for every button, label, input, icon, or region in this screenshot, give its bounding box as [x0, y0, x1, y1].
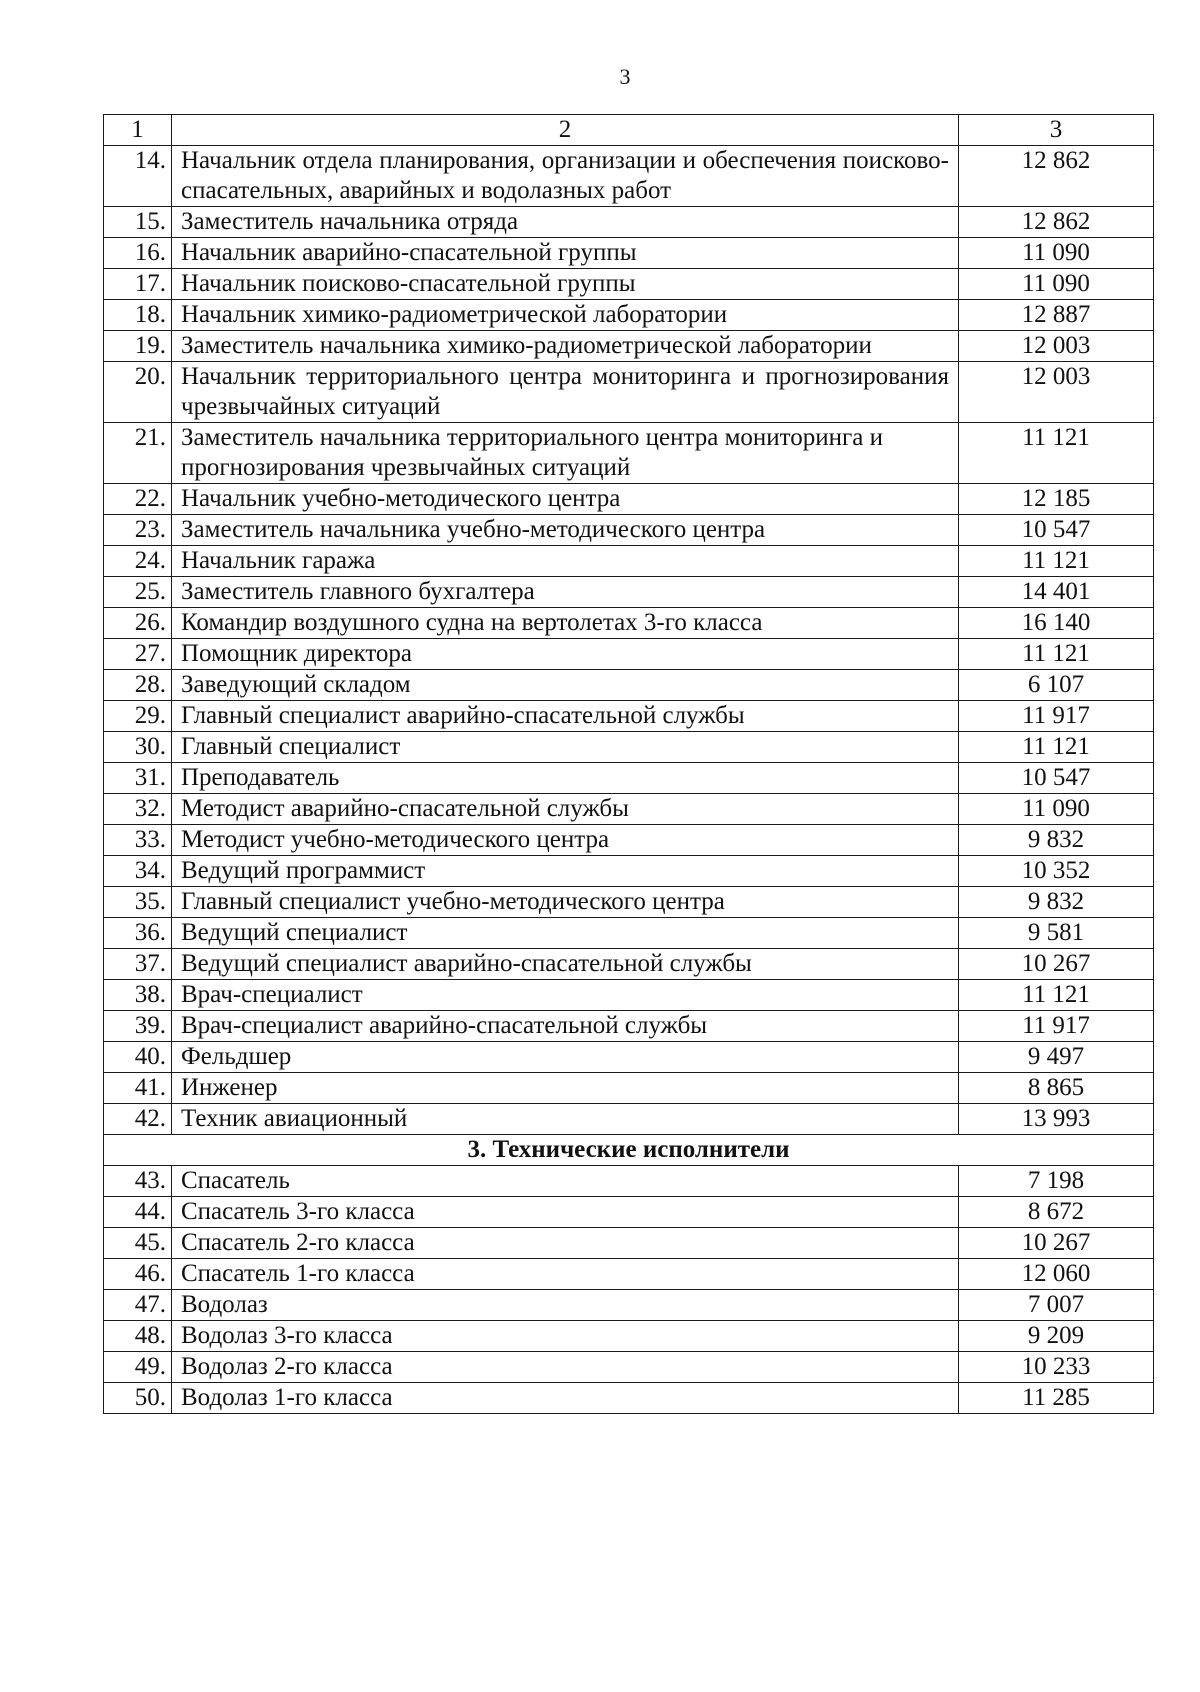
salary-value: 10 233	[959, 1352, 1154, 1383]
position-title: Начальник поисково-спасательной группы	[172, 269, 959, 300]
table-row	[104, 1042, 1154, 1073]
section-heading: 3. Технические исполнители	[104, 1135, 1154, 1166]
table-row	[104, 269, 1154, 300]
position-title: Водолаз	[172, 1290, 959, 1321]
position-title: Помощник директора	[172, 639, 959, 670]
table-body	[104, 115, 1154, 1414]
salary-table	[103, 114, 1154, 1414]
position-title: Начальник отдела планирования, организации и обеспечения поисково-спасательных, аварийных и водолазных работ	[172, 146, 959, 207]
row-number: 31.	[104, 763, 172, 794]
position-title: Начальник аварийно-спасательной группы	[172, 238, 959, 269]
row-number: 22.	[104, 484, 172, 515]
row-number: 38.	[104, 980, 172, 1011]
row-number: 24.	[104, 546, 172, 577]
row-number: 45.	[104, 1228, 172, 1259]
row-number: 17.	[104, 269, 172, 300]
salary-value: 11 121	[959, 546, 1154, 577]
position-title: Ведущий специалист аварийно-спасательной службы	[172, 949, 959, 980]
row-number: 39.	[104, 1011, 172, 1042]
table-row	[104, 362, 1154, 423]
salary-value: 7 198	[959, 1166, 1154, 1197]
table-row	[104, 207, 1154, 238]
position-title: Начальник территориального центра мониторинга и прогнозирования чрезвычайных ситуаций	[172, 362, 959, 423]
position-title: Главный специалист аварийно-спасательной службы	[172, 701, 959, 732]
row-number: 41.	[104, 1073, 172, 1104]
row-number: 26.	[104, 608, 172, 639]
table-row	[104, 300, 1154, 331]
row-number: 27.	[104, 639, 172, 670]
row-number: 14.	[104, 146, 172, 207]
salary-value: 12 003	[959, 362, 1154, 423]
position-title: Водолаз 2-го класса	[172, 1352, 959, 1383]
salary-value: 8 672	[959, 1197, 1154, 1228]
position-title: Начальник учебно-методического центра	[172, 484, 959, 515]
position-title: Заместитель главного бухгалтера	[172, 577, 959, 608]
position-title: Заместитель начальника отряда	[172, 207, 959, 238]
row-number: 23.	[104, 515, 172, 546]
salary-value: 8 865	[959, 1073, 1154, 1104]
position-title: Врач-специалист аварийно-спасательной службы	[172, 1011, 959, 1042]
salary-value: 11 917	[959, 1011, 1154, 1042]
row-number: 50.	[104, 1383, 172, 1414]
row-number: 15.	[104, 207, 172, 238]
table-row	[104, 608, 1154, 639]
header-cell-salary: 3	[959, 115, 1154, 146]
row-number: 18.	[104, 300, 172, 331]
salary-value: 9 209	[959, 1321, 1154, 1352]
position-title: Водолаз 1-го класса	[172, 1383, 959, 1414]
table-row	[104, 949, 1154, 980]
position-title: Командир воздушного судна на вертолетах 3-го класса	[172, 608, 959, 639]
row-number: 30.	[104, 732, 172, 763]
salary-value: 12 862	[959, 207, 1154, 238]
row-number: 36.	[104, 918, 172, 949]
table-row	[104, 980, 1154, 1011]
row-number: 29.	[104, 701, 172, 732]
row-number: 16.	[104, 238, 172, 269]
section-heading-row	[104, 1135, 1154, 1166]
row-number: 44.	[104, 1197, 172, 1228]
table-row	[104, 1321, 1154, 1352]
position-title: Начальник химико-радиометрической лаборатории	[172, 300, 959, 331]
salary-value: 11 121	[959, 639, 1154, 670]
salary-value: 11 121	[959, 423, 1154, 484]
row-number: 21.	[104, 423, 172, 484]
table-row	[104, 1259, 1154, 1290]
table-row	[104, 856, 1154, 887]
salary-value: 10 547	[959, 515, 1154, 546]
position-title: Спасатель 3-го класса	[172, 1197, 959, 1228]
table-row	[104, 1352, 1154, 1383]
table-row	[104, 918, 1154, 949]
position-title: Спасатель 2-го класса	[172, 1228, 959, 1259]
salary-value: 10 547	[959, 763, 1154, 794]
table-row	[104, 670, 1154, 701]
position-title: Начальник гаража	[172, 546, 959, 577]
position-title: Заместитель начальника химико-радиометрической лаборатории	[172, 331, 959, 362]
salary-value: 11 121	[959, 732, 1154, 763]
header-cell-title: 2	[172, 115, 959, 146]
table-row	[104, 1383, 1154, 1414]
salary-value: 12 060	[959, 1259, 1154, 1290]
position-title: Методист учебно-методического центра	[172, 825, 959, 856]
row-number: 33.	[104, 825, 172, 856]
salary-value: 9 832	[959, 887, 1154, 918]
row-number: 32.	[104, 794, 172, 825]
salary-value: 14 401	[959, 577, 1154, 608]
row-number: 25.	[104, 577, 172, 608]
position-title: Заведующий складом	[172, 670, 959, 701]
position-title: Ведущий программист	[172, 856, 959, 887]
row-number: 43.	[104, 1166, 172, 1197]
salary-value: 11 090	[959, 794, 1154, 825]
table-row	[104, 825, 1154, 856]
table-row	[104, 1166, 1154, 1197]
row-number: 34.	[104, 856, 172, 887]
table-row	[104, 577, 1154, 608]
salary-value: 6 107	[959, 670, 1154, 701]
salary-value: 11 917	[959, 701, 1154, 732]
salary-value: 10 352	[959, 856, 1154, 887]
table-row	[104, 1011, 1154, 1042]
table-row	[104, 331, 1154, 362]
position-title: Инженер	[172, 1073, 959, 1104]
table-row	[104, 484, 1154, 515]
row-number: 40.	[104, 1042, 172, 1073]
row-number: 48.	[104, 1321, 172, 1352]
position-title: Водолаз 3-го класса	[172, 1321, 959, 1352]
position-title: Спасатель 1-го класса	[172, 1259, 959, 1290]
position-title: Главный специалист учебно-методического центра	[172, 887, 959, 918]
position-title: Методист аварийно-спасательной службы	[172, 794, 959, 825]
salary-value: 9 581	[959, 918, 1154, 949]
row-number: 42.	[104, 1104, 172, 1135]
table-row	[104, 639, 1154, 670]
salary-value: 11 090	[959, 238, 1154, 269]
table-row	[104, 1197, 1154, 1228]
salary-value: 9 832	[959, 825, 1154, 856]
salary-value: 11 285	[959, 1383, 1154, 1414]
table-row	[104, 887, 1154, 918]
salary-value: 12 887	[959, 300, 1154, 331]
position-title: Главный специалист	[172, 732, 959, 763]
table-row	[104, 701, 1154, 732]
salary-value: 10 267	[959, 1228, 1154, 1259]
table-row	[104, 732, 1154, 763]
row-number: 37.	[104, 949, 172, 980]
row-number: 35.	[104, 887, 172, 918]
position-title: Ведущий специалист	[172, 918, 959, 949]
position-title: Заместитель начальника территориального центра мониторинга и прогнозирования чрезвычайных ситуаций	[172, 423, 959, 484]
page-number: 3	[619, 64, 631, 89]
position-title: Заместитель начальника учебно-методического центра	[172, 515, 959, 546]
salary-value: 12 185	[959, 484, 1154, 515]
position-title: Техник авиационный	[172, 1104, 959, 1135]
row-number: 28.	[104, 670, 172, 701]
table-row	[104, 1290, 1154, 1321]
salary-value: 13 993	[959, 1104, 1154, 1135]
salary-value: 11 121	[959, 980, 1154, 1011]
table-row	[104, 423, 1154, 484]
row-number: 49.	[104, 1352, 172, 1383]
table-header-row	[104, 115, 1154, 146]
row-number: 47.	[104, 1290, 172, 1321]
salary-value: 10 267	[959, 949, 1154, 980]
row-number: 19.	[104, 331, 172, 362]
table-row	[104, 1073, 1154, 1104]
table-row	[104, 146, 1154, 207]
table-row	[104, 515, 1154, 546]
salary-value: 12 862	[959, 146, 1154, 207]
position-title: Врач-специалист	[172, 980, 959, 1011]
position-title: Фельдшер	[172, 1042, 959, 1073]
salary-value: 11 090	[959, 269, 1154, 300]
salary-value: 9 497	[959, 1042, 1154, 1073]
table-row	[104, 1228, 1154, 1259]
row-number: 20.	[104, 362, 172, 423]
header-cell-number: 1	[104, 115, 172, 146]
table-row	[104, 1104, 1154, 1135]
salary-value: 16 140	[959, 608, 1154, 639]
position-title: Спасатель	[172, 1166, 959, 1197]
table-row	[104, 794, 1154, 825]
row-number: 46.	[104, 1259, 172, 1290]
salary-value: 7 007	[959, 1290, 1154, 1321]
table-row	[104, 546, 1154, 577]
table-row	[104, 238, 1154, 269]
table-row	[104, 763, 1154, 794]
salary-value: 12 003	[959, 331, 1154, 362]
position-title: Преподаватель	[172, 763, 959, 794]
